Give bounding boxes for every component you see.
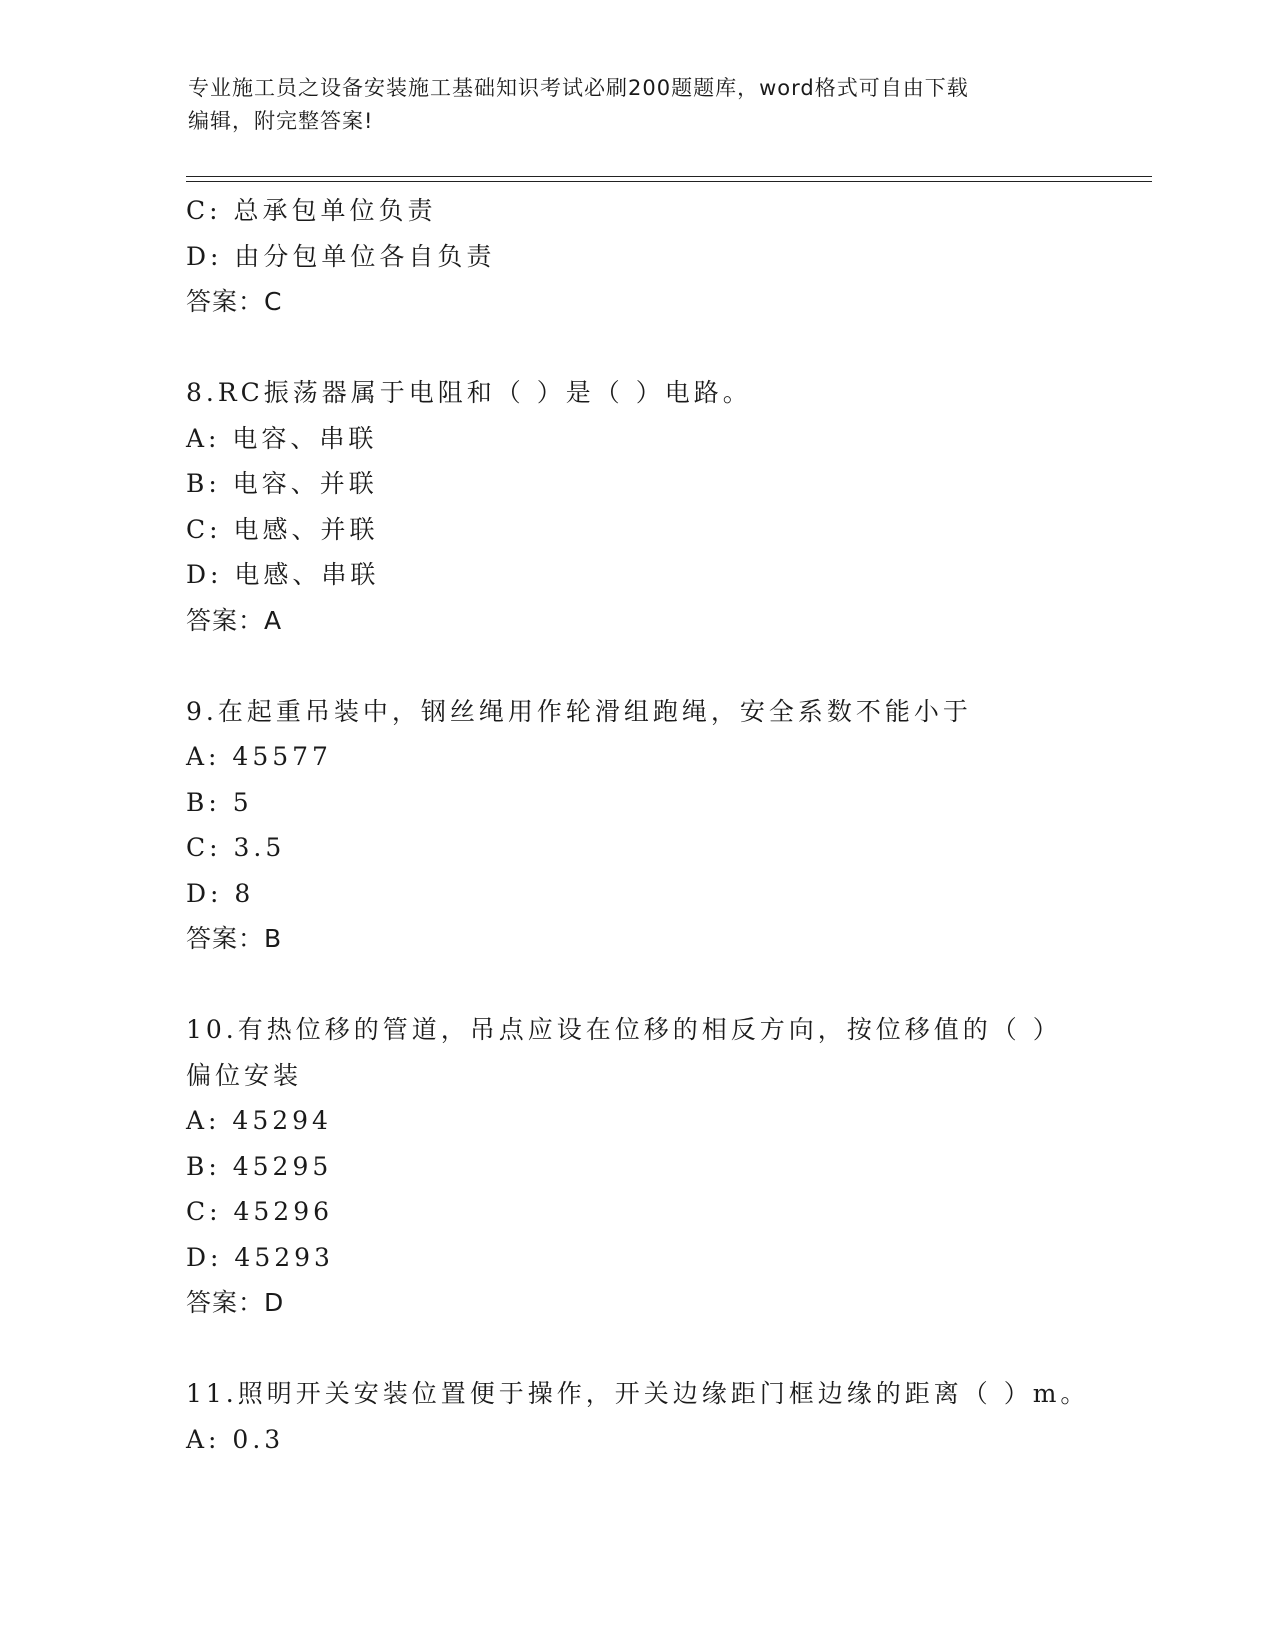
- header-rule-bottom: [186, 181, 1152, 182]
- question-text: 11.照明开关安装位置便于操作，开关边缘距门框边缘的距离（ ）m。: [186, 1379, 1090, 1408]
- option-c: C: 3.5: [186, 833, 286, 862]
- question-text-line-2: 偏位安装: [186, 1060, 303, 1090]
- option-c: C: 电感、并联: [186, 514, 379, 544]
- option-c: C: 总承包单位负责: [186, 196, 437, 225]
- spacer: [186, 325, 1116, 371]
- option-b: B: 45295: [186, 1151, 333, 1181]
- answer: 答案：A: [186, 605, 283, 635]
- spacer: [186, 1326, 1116, 1372]
- question-list: [186, 188, 1116, 1462]
- spacer: [186, 962, 1116, 1008]
- spacer: [186, 643, 1116, 689]
- question-11: [186, 1371, 1116, 1462]
- question-7: [186, 188, 1116, 325]
- option-d: D: 8: [186, 878, 255, 908]
- option-d: D: 由分包单位各自负责: [186, 241, 496, 271]
- option-a: A: 45577: [186, 742, 332, 771]
- option-a: A: 电容、串联: [186, 423, 378, 453]
- option-a: A: 0.3: [186, 1424, 285, 1454]
- question-text: 8.RC振荡器属于电阻和（ ）是（ ）电路。: [186, 378, 752, 407]
- question-text-line-1: 10.有热位移的管道，吊点应设在位移的相反方向，按位移值的（ ）: [186, 1015, 1062, 1044]
- question-9: [186, 689, 1116, 962]
- header-title-line-2: 编辑，附完整答案!: [188, 109, 374, 133]
- answer: 答案：D: [186, 1288, 285, 1317]
- header-title-line-1: 专业施工员之设备安装施工基础知识考试必刷200题题库，word格式可自由下载: [188, 76, 969, 100]
- question-text: 9.在起重吊装中，钢丝绳用作轮滑组跑绳，安全系数不能小于: [186, 696, 972, 726]
- question-8: [186, 370, 1116, 643]
- option-c: C: 45296: [186, 1197, 334, 1226]
- option-d: D: 45293: [186, 1242, 334, 1272]
- header-rule-top: [186, 176, 1152, 177]
- option-b: B: 5: [186, 787, 253, 817]
- answer: 答案：B: [186, 924, 283, 953]
- document-header: [188, 72, 1068, 138]
- question-10: [186, 1007, 1116, 1326]
- option-b: B: 电容、并联: [186, 469, 378, 498]
- option-d: D: 电感、串联: [186, 560, 380, 589]
- answer: 答案：C: [186, 287, 283, 316]
- option-a: A: 45294: [186, 1106, 332, 1135]
